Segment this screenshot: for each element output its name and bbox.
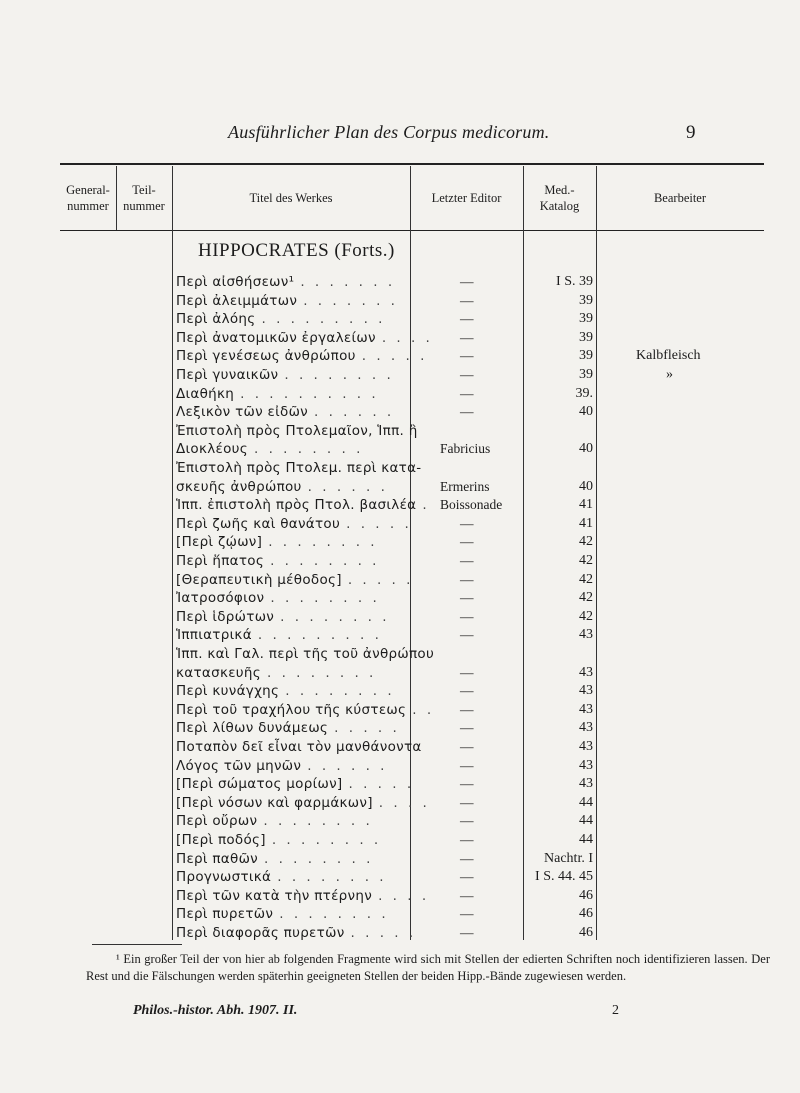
catalog-cell: 42 [579, 534, 593, 550]
work-title: Περὶ ἀλόης [176, 311, 256, 328]
leader-dots: . . . . . . . . [284, 367, 394, 383]
table-row [176, 646, 440, 662]
editor-cell: — [460, 367, 474, 382]
work-title: Περὶ τοῦ τραχήλου τῆς κύστεως [176, 701, 407, 718]
table-row [176, 423, 424, 439]
catalog-cell: 41 [579, 497, 593, 513]
work-title: Περὶ ἱδρώτων [176, 608, 275, 625]
table-row [176, 572, 413, 588]
section-title: HIPPOCRATES (Forts.) [198, 240, 395, 261]
work-title: Περὶ διαφορᾶς πυρετῶν [176, 925, 345, 941]
catalog-cell: 39 [579, 348, 593, 364]
catalog-cell: 40 [579, 441, 593, 457]
work-title: Λεξικὸν τῶν εἰδῶν [176, 404, 309, 421]
header-generalnummer [60, 182, 116, 214]
editor-cell: — [460, 571, 474, 587]
leader-dots: . . . . . [347, 571, 414, 588]
catalog-cell: 40 [579, 404, 593, 420]
leader-dots: . . . . . . . . . [261, 311, 386, 328]
leader-dots: . . . . . . . . [270, 553, 380, 569]
page-number: 9 [686, 122, 696, 143]
work-title: Περὶ γενέσεως ἀνθρώπου [176, 348, 356, 365]
editor-cell: — [460, 311, 474, 327]
leader-dots: . . . . . . . . [268, 534, 378, 551]
work-title: Περὶ λίθων δυνάμεως [176, 720, 329, 737]
editor-cell: — [460, 627, 474, 643]
table-row [176, 665, 376, 681]
editor-cell: — [460, 813, 474, 829]
catalog-cell: 44 [579, 813, 593, 829]
header-bearbeiter: Bearbeiter [653, 191, 707, 205]
catalog-cell: 43 [579, 776, 593, 792]
work-title: [Θεραπευτικὴ μέθοδος] [176, 571, 342, 588]
header-text: Katalog [539, 199, 580, 213]
catalog-cell: 44 [579, 794, 593, 810]
work-title: Ἰατροσόφιον [176, 590, 265, 607]
leader-dots: . . . . . . . . [266, 664, 377, 681]
editor-cell: — [460, 553, 474, 568]
leader-dots: . . . . . . [307, 757, 388, 774]
work-title: Ἱππ. ἐπιστολὴ πρὸς Πτολ. βασιλέα [176, 497, 417, 514]
column-divider [596, 166, 597, 940]
table-row [176, 739, 428, 755]
catalog-cell: 39. [575, 385, 593, 401]
leader-dots: . . . . . [334, 720, 400, 737]
editor-cell: — [460, 608, 474, 624]
work-title: Περὶ τῶν κατὰ τὴν πτέρνην [176, 887, 373, 904]
running-title: Ausführlicher Plan des Corpus medicorum. [228, 122, 550, 142]
header-text: nummer [123, 199, 165, 213]
table-row [176, 553, 379, 569]
catalog-cell: Nachtr. I [544, 850, 593, 866]
header-katalog [523, 182, 596, 214]
editor-cell: — [460, 534, 474, 550]
header-rule [60, 230, 764, 231]
leader-dots: . . . . . . . . [254, 441, 364, 458]
header-text: Teil- [132, 183, 156, 197]
table-row [176, 441, 363, 457]
leader-dots: . . . . . [348, 776, 415, 793]
leader-dots: . . . . . . [314, 404, 395, 421]
catalog-cell: 42 [579, 608, 593, 624]
column-divider [172, 166, 173, 940]
editor-cell: — [460, 683, 474, 699]
leader-dots: . . . . . . . . [285, 683, 395, 700]
leader-dots: . . . . . [361, 348, 428, 365]
editor-cell: Boissonade [440, 497, 503, 513]
editor-cell: — [460, 720, 474, 736]
table-row [176, 293, 398, 309]
editor-cell: — [460, 757, 474, 773]
table-row [176, 367, 394, 383]
catalog-cell: 39 [579, 367, 593, 382]
leader-dots: . . . . . . [307, 478, 388, 495]
catalog-cell: 39 [579, 311, 593, 327]
leader-dots: . . . . . . . . [263, 813, 373, 830]
column-divider [523, 166, 524, 940]
leader-dots: . . . . [378, 794, 430, 811]
catalog-cell: 46 [579, 925, 593, 940]
work-title: Περὶ πυρετῶν [176, 906, 274, 923]
editor-cell: — [460, 329, 474, 345]
editor-cell: — [460, 701, 474, 717]
table-row [176, 702, 434, 718]
work-title: Διαθήκη [176, 385, 235, 402]
editor-cell: — [460, 832, 474, 847]
leader-dots: . . . . . [350, 925, 417, 941]
catalog-cell: 42 [579, 571, 593, 587]
catalog-cell: 43 [579, 664, 593, 680]
table-row [176, 683, 395, 699]
catalog-cell: 46 [579, 906, 593, 922]
catalog-cell: 39 [579, 292, 593, 308]
editor-cell: — [460, 850, 474, 866]
table-row [176, 311, 385, 327]
worker-cell: Kalbfleisch [636, 348, 701, 364]
table-row [176, 720, 400, 736]
header-teilnummer [116, 182, 172, 214]
catalog-cell: 46 [579, 887, 593, 903]
work-title: Ἐπιστολὴ πρὸς Πτολεμ. περὶ κατα- [176, 460, 422, 476]
header-titel: Titel des Werkes [249, 191, 333, 205]
catalog-cell: 41 [579, 515, 593, 531]
editor-cell: — [460, 348, 474, 364]
catalog-cell: 39 [579, 329, 593, 345]
table-row [176, 776, 414, 792]
work-title: [Περὶ ποδός] [176, 832, 266, 848]
catalog-cell: I S. 39 [556, 274, 593, 289]
table-row [176, 516, 412, 532]
work-title: Περὶ παθῶν [176, 850, 259, 867]
table-row [176, 813, 373, 829]
leader-dots: . . . . . . . . [271, 832, 382, 848]
table-row [176, 851, 373, 867]
work-title: Περὶ ζωῆς καὶ θανάτου [176, 515, 341, 532]
leader-dots: . . . . . . . . [264, 850, 374, 867]
work-title: [Περὶ νόσων καὶ φαρμάκων] [176, 794, 373, 811]
leader-dots: . . . . . . . . [270, 590, 380, 607]
editor-cell: — [460, 590, 474, 606]
leader-dots: . . . . . . . . [277, 869, 387, 886]
leader-dots: . . . . . [346, 515, 412, 532]
work-title: Διοκλέους [176, 441, 248, 458]
editor-cell: — [460, 274, 474, 289]
table-row [176, 330, 433, 346]
leader-dots: . . . . . . . [303, 292, 398, 309]
editor-cell: Fabricius [440, 441, 491, 457]
footer-sheet-number: 2 [612, 1003, 619, 1018]
table-row [176, 590, 380, 606]
leader-dots: . . [412, 701, 435, 718]
editor-cell: — [460, 906, 474, 922]
column-divider [410, 166, 411, 940]
work-title: [Περὶ ζῴων] [176, 534, 263, 551]
work-title: Περὶ κυνάγχης [176, 683, 280, 700]
work-title: Λόγος τῶν μηνῶν [176, 757, 302, 774]
work-title: Προγνωστικά [176, 869, 272, 886]
work-title: Ἱππ. καὶ Γαλ. περὶ τῆς τοῦ ἀνθρώπου [176, 646, 435, 662]
header-text: nummer [67, 199, 109, 213]
work-title: Περὶ οὔρων [176, 813, 258, 830]
table-row [176, 534, 378, 550]
work-title: [Περὶ σώματος μορίων] [176, 776, 343, 793]
table-row [176, 758, 387, 774]
editor-cell: — [460, 869, 474, 885]
catalog-cell: 43 [579, 720, 593, 736]
header-text: General- [66, 183, 110, 197]
leader-dots: . . . . [378, 887, 430, 904]
catalog-cell: 40 [579, 478, 593, 494]
editor-cell: Ermerins [440, 478, 490, 494]
editor-cell: — [460, 292, 474, 308]
table-row [176, 795, 430, 811]
editor-cell: — [460, 404, 474, 420]
worker-cell: » [666, 367, 673, 382]
catalog-cell: 43 [579, 739, 593, 754]
catalog-cell: 42 [579, 590, 593, 606]
leader-dots: . . . . . . . [300, 274, 396, 290]
table-row [176, 497, 430, 513]
catalog-cell: 43 [579, 757, 593, 773]
footer-publication: Philos.-histor. Abh. 1907. II. [133, 1003, 298, 1018]
editor-cell: — [460, 385, 474, 401]
table-row [176, 869, 387, 885]
footnote: ¹ Ein großer Teil der von hier ab folgenden Fragmente wird sich mit Stellen der edierten Schriften noch identifizieren lassen. Der Rest und die Fälschungen werden späterhin geeigneten Stellen der beiden Hipp.-Bände zugewiesen werden. [86, 952, 770, 983]
catalog-cell: 42 [579, 553, 593, 568]
work-title: σκευῆς ἀνθρώπου [176, 478, 302, 495]
footnote-rule [92, 944, 182, 945]
table-row [176, 888, 429, 904]
editor-cell: — [460, 794, 474, 810]
leader-dots: . . . . . . . . . . [240, 385, 379, 402]
editor-cell: — [460, 515, 474, 531]
editor-cell: — [460, 925, 474, 940]
editor-cell: — [460, 887, 474, 903]
table-row [176, 627, 382, 643]
header-editor: Letzter Editor [431, 191, 502, 205]
header-text: Med.- [544, 183, 575, 197]
leader-dots: . . . . [381, 329, 433, 346]
table-row [176, 386, 379, 402]
table-row [176, 832, 381, 848]
work-title: Περὶ ἥπατος [176, 553, 265, 569]
work-title: κατασκευῆς [176, 664, 261, 681]
editor-cell: — [460, 776, 474, 792]
table-row [176, 479, 388, 495]
work-title: Ἐπιστολὴ πρὸς Πτολεμαῖον, Ἱππ. ἢ [176, 422, 418, 439]
work-title: Περὶ γυναικῶν [176, 367, 279, 383]
catalog-cell: 43 [579, 683, 593, 699]
work-title: Ἱππιατρικά [176, 627, 252, 644]
work-title: Περὶ ἀνατομικῶν ἐργαλείων [176, 329, 376, 346]
leader-dots: . . . . . . . . [280, 608, 390, 625]
catalog-cell: I S. 44. 45 [535, 869, 593, 885]
leader-dots: . [422, 497, 430, 514]
editor-cell: — [460, 664, 474, 680]
table-row [176, 460, 427, 476]
table-row [176, 348, 427, 364]
table-row [176, 274, 395, 290]
work-title: Περὶ ἀλειμμάτων [176, 292, 298, 309]
leader-dots: . . . . . . . . [279, 906, 389, 923]
table-row [176, 404, 394, 420]
catalog-cell: 44 [579, 832, 593, 847]
work-title: Ποταπὸν δεῖ εἶναι τὸν μανθάνοντα [176, 739, 422, 755]
catalog-cell: 43 [579, 627, 593, 643]
table-row [176, 925, 416, 941]
table-row [176, 609, 390, 625]
catalog-cell: 43 [579, 701, 593, 717]
table-row [176, 906, 389, 922]
leader-dots: . . . . . . . . . [257, 627, 382, 644]
work-title: Περὶ αἰσθήσεων¹ [176, 274, 295, 290]
editor-cell: — [460, 739, 474, 754]
top-rule [60, 163, 764, 165]
